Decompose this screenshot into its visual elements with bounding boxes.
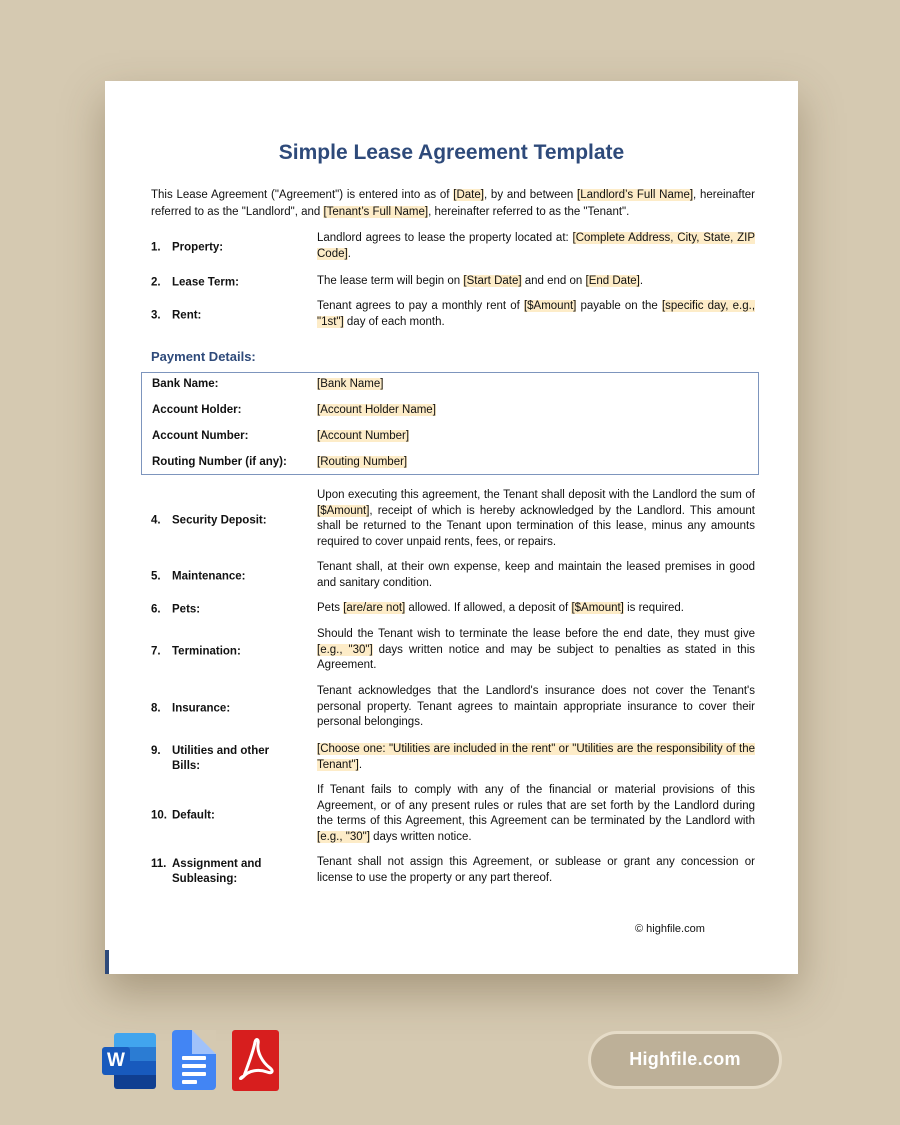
payment-details-heading: Payment Details: <box>151 349 256 364</box>
placeholder-field: [Choose one: "Utilities are included in the rent" or "Utilities are the responsibility of the Tenant"] <box>317 743 755 771</box>
clause-title: Utilities and other <box>172 745 270 757</box>
body-text: , receipt of which is hereby acknowledged by the Landlord. This amount shall be returned to the Tenant upon termination of this lease, minus any amounts required to cover unpaid rents, fees, or repairs. <box>317 504 755 549</box>
clause-title: Assignment and <box>172 858 262 870</box>
body-text: The lease term will begin on <box>317 275 464 287</box>
clause-text <box>317 231 755 262</box>
clause-text <box>317 855 755 886</box>
body-text: allowed. If allowed, a deposit of <box>405 602 572 614</box>
placeholder-field: [Start Date] <box>463 275 522 287</box>
payment-row-account-number <box>152 430 752 446</box>
clause-label <box>151 602 301 617</box>
clause-label <box>151 275 301 290</box>
placeholder-field: [are/are not] <box>343 602 406 614</box>
payment-row-routing-number <box>152 456 752 472</box>
page-title: Simple Lease Agreement Template <box>278 141 625 164</box>
clause-title: Default: <box>172 809 215 822</box>
clause-number: 11. <box>151 858 167 870</box>
clause-termination <box>151 627 755 677</box>
placeholder-field: [Complete Address, City, State, ZIP Code] <box>317 232 755 260</box>
clause-label <box>151 241 301 256</box>
intro-paragraph <box>151 187 755 221</box>
clause-text <box>317 274 755 290</box>
payment-key: Routing Number (if any): <box>152 456 287 468</box>
clause-title: Insurance: <box>172 702 231 715</box>
body-text: . <box>358 758 363 771</box>
body-text: If Tenant fails to comply with any of the financial or material provisions of this Agreement, or of any present rules or rules that are set forth by the Landlord during the terms of this Agreement, this Agreement can be terminated by the Landlord with <box>317 784 755 828</box>
body-text: Tenant acknowledges that the Landlord's insurance does not cover the Tenant's personal property. Tenant agrees to maintain appropriate insurance to cover their personal belongings. <box>317 685 755 729</box>
clause-text <box>317 299 755 330</box>
placeholder-field: [$Amount] <box>571 602 624 614</box>
clause-title: Lease Term: <box>172 276 239 288</box>
clause-label <box>151 514 301 529</box>
clause-number: 9. <box>151 745 161 757</box>
clause-insurance <box>151 684 755 734</box>
brand-badge[interactable] <box>591 1034 779 1086</box>
payment-key: Account Holder: <box>152 404 242 416</box>
clause-number: 1. <box>151 241 161 254</box>
placeholder-field: [e.g., "30"] <box>317 831 370 844</box>
clause-title: Maintenance: <box>172 570 246 583</box>
payment-value: [Routing Number] <box>317 456 408 468</box>
clause-security-deposit <box>151 488 755 554</box>
brand-label: Highfile.com <box>629 1049 741 1069</box>
word-icon[interactable] <box>102 1033 156 1089</box>
body-text: Upon executing this agreement, the Tenant shall deposit with the Landlord the sum of <box>317 489 755 501</box>
clause-title-continued: Subleasing: <box>172 873 238 885</box>
clause-utilities <box>151 742 755 776</box>
clause-pets <box>151 601 755 618</box>
body-text: and end on <box>521 275 586 287</box>
clause-number: 6. <box>151 603 161 615</box>
clause-number: 5. <box>151 570 161 583</box>
body-text: Tenant shall not assign this Agreement, or sublease or grant any concession or license to use the property or any part thereof. <box>317 856 755 884</box>
body-text: , by and between <box>483 189 578 201</box>
clause-number: 4. <box>151 514 161 527</box>
placeholder-field: [e.g., "30"] <box>317 643 373 656</box>
body-text: . <box>639 275 644 287</box>
clause-title: Rent: <box>172 309 202 322</box>
clause-maintenance <box>151 560 755 594</box>
placeholder-field: [Date] <box>453 189 484 201</box>
clause-text <box>317 627 755 674</box>
clause-text <box>317 783 755 846</box>
clause-assignment <box>151 855 755 889</box>
payment-value: [Bank Name] <box>317 378 384 390</box>
body-text: Tenant agrees to pay a monthly rent of <box>317 300 524 312</box>
placeholder-field: [$Amount] <box>317 504 370 517</box>
payment-value: [Account Holder Name] <box>317 404 436 416</box>
clause-label <box>151 570 301 585</box>
word-letter: W <box>102 1047 130 1075</box>
body-text: Should the Tenant wish to terminate the lease before the end date, they must give <box>317 628 755 640</box>
payment-key: Bank Name: <box>152 378 219 390</box>
clause-label <box>151 645 301 660</box>
clause-title-continued: Bills: <box>172 760 201 772</box>
clause-label <box>151 809 301 824</box>
clause-title: Security Deposit: <box>172 514 267 527</box>
clause-text <box>317 684 755 731</box>
clause-text <box>317 488 755 551</box>
body-text: payable on the <box>576 300 662 312</box>
body-text: is required. <box>623 602 684 614</box>
clause-text <box>317 601 755 617</box>
payment-value: [Account Number] <box>317 430 410 442</box>
payment-key: Account Number: <box>152 430 249 442</box>
body-text: day of each month. <box>343 315 445 328</box>
corner-accent-bottom <box>105 950 109 974</box>
body-text: , hereinafter referred to as the "Landlord", and <box>151 189 755 218</box>
body-text: , hereinafter referred to as the "Tenant". <box>428 206 630 218</box>
clause-label <box>151 857 301 887</box>
placeholder-field: [End Date] <box>585 275 640 287</box>
pdf-icon[interactable] <box>232 1030 279 1091</box>
acrobat-glyph-icon <box>232 1030 279 1091</box>
body-text: . <box>347 247 351 260</box>
clause-lease-term <box>151 274 755 291</box>
clause-number: 2. <box>151 276 161 288</box>
body-text: Pets <box>317 602 344 614</box>
payment-row-account-holder <box>152 404 752 420</box>
clause-title: Termination: <box>172 645 241 658</box>
copyright-note: © highfile.com <box>635 923 705 935</box>
clause-text <box>317 742 755 773</box>
payment-details-table <box>141 372 759 475</box>
document-page <box>105 81 798 974</box>
clause-number: 3. <box>151 309 161 322</box>
clause-label <box>151 744 301 774</box>
body-text: Landlord agrees to lease the property located at: <box>317 232 573 244</box>
body-text: days written notice. <box>369 831 472 844</box>
clause-number: 10. <box>151 809 167 822</box>
clause-number: 7. <box>151 645 161 658</box>
body-text: days written notice and may be subject to penalties as stated in this Agreement. <box>317 643 755 672</box>
placeholder-field: [$Amount] <box>523 300 577 312</box>
placeholder-field: [Landlord’s Full Name] <box>577 189 694 201</box>
placeholder-field: [specific day, e.g., "1st"] <box>317 300 756 328</box>
clause-rent <box>151 299 755 333</box>
clause-label <box>151 702 301 717</box>
clause-label <box>151 309 301 324</box>
payment-row-bank-name <box>152 378 752 394</box>
clause-title: Pets: <box>172 603 201 615</box>
clause-text <box>317 560 755 591</box>
google-docs-icon[interactable] <box>172 1030 216 1090</box>
clause-title: Property: <box>172 241 224 254</box>
placeholder-field: [Tenant’s Full Name] <box>323 206 429 218</box>
clause-number: 8. <box>151 702 161 715</box>
clause-property <box>151 231 755 265</box>
body-text: Tenant shall, at their own expense, keep and maintain the leased premises in good and sanitary condition. <box>317 561 755 589</box>
clause-default <box>151 783 755 849</box>
body-text: This Lease Agreement ("Agreement") is entered into as of <box>151 189 454 201</box>
